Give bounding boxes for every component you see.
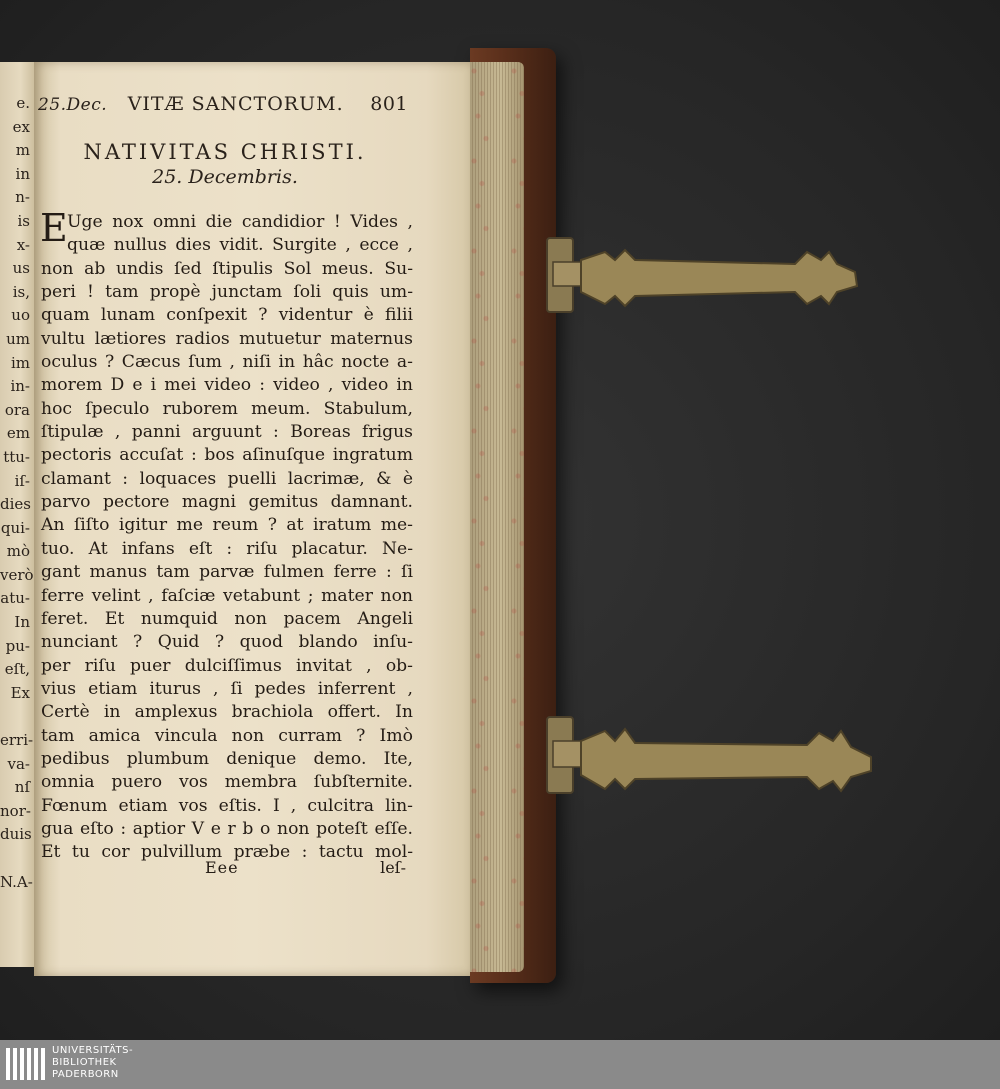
- chapter-heading: NATIVITAS CHRISTI.: [83, 140, 367, 164]
- text-line: gua eſto : aptior V e r b o non poteſt eſſe.: [41, 818, 413, 839]
- text-line: peri ! tam propè junctam ſoli quis um-: [41, 282, 413, 303]
- left-page-fragment: nor-: [0, 801, 31, 820]
- upper-clasp: [545, 238, 863, 318]
- left-page-fragment: erri-: [0, 731, 34, 750]
- left-page-fragment: um: [6, 329, 30, 348]
- text-line: An ſiſto igitur me reum ? at iratum me-: [41, 515, 413, 536]
- left-page-fragment: em: [6, 424, 30, 443]
- left-page-fragment: [0, 705, 30, 729]
- left-page-fragment: n-: [15, 188, 30, 207]
- text-line: quam lunam conſpexit ? videntur è filii: [41, 305, 413, 326]
- left-page-fragment: atu-: [0, 589, 30, 608]
- text-line: nunciant ? Quid ? quod blando inſu-: [41, 632, 413, 653]
- left-page-fragment: iſ-: [14, 471, 30, 490]
- running-head: [38, 93, 408, 115]
- left-page-fragment: us: [12, 259, 30, 278]
- left-page-fragment: im: [10, 353, 30, 372]
- left-page-fragment: in-: [10, 377, 30, 396]
- text-line: gant manus tam parvæ fulmen ferre : ſi: [41, 562, 413, 583]
- library-logo-icon: [6, 1046, 50, 1082]
- left-page-fragment: is,: [12, 282, 30, 301]
- left-page-fragment: m: [15, 141, 30, 160]
- logo-line-1: UNIVERSITÄTS-: [52, 1045, 134, 1056]
- text-line: vultu lætiores radios mutuetur maternus: [41, 328, 413, 349]
- left-page-fragment: ex: [12, 117, 30, 136]
- text-line: feret. Et numquid non pacem Angeli: [41, 608, 413, 629]
- left-page-fragment: is: [17, 211, 30, 230]
- text-line: pedibus plumbum denique demo. Ite,: [41, 748, 413, 769]
- left-page-fragment: mò: [6, 542, 30, 561]
- left-page-fragment: nſ: [14, 778, 30, 797]
- left-page-fragment: e.: [16, 94, 30, 112]
- text-line: hoc ſpeculo ruborem meum. Stabulum,: [41, 398, 413, 419]
- logo-line-2: BIBLIOTHEK: [52, 1057, 117, 1068]
- library-logo-text: [52, 1045, 133, 1081]
- catchword: leſ-: [380, 858, 406, 877]
- text-line: clamant : loquaces puelli lacrimæ, & è: [41, 468, 413, 489]
- left-page-fragment: pu-: [5, 636, 30, 655]
- left-page-fragment: uo: [11, 306, 30, 325]
- text-line: vius etiam iturus , ſi pedes inferrent ,: [41, 678, 413, 699]
- text-line: per riſu puer dulciſſimus invitat , ob-: [41, 655, 413, 676]
- left-page-fragment: [0, 847, 30, 871]
- logo-line-3: PADERBORN: [52, 1069, 119, 1080]
- text-line: Certè in amplexus brachiola offert. In: [41, 702, 413, 723]
- text-line: parvo pectore magni gemitus damnant.: [41, 492, 413, 513]
- lower-clasp: [545, 717, 877, 807]
- body-text: [40, 206, 413, 865]
- text-line: Fœnum etiam vos eſtis. I , culcitra lin-: [41, 795, 413, 816]
- page-number: 801: [370, 93, 408, 115]
- text-line: ſtipulæ , panni arguunt : Boreas frigus: [41, 422, 413, 443]
- text-line: morem D e i mei video : video , video in: [41, 375, 413, 396]
- drop-capital: E: [40, 206, 68, 250]
- library-footer-bar: [0, 1040, 1000, 1089]
- left-page-fragment: duis: [0, 825, 32, 844]
- left-page-fragment: qui-: [0, 518, 30, 537]
- text-line: non ab undis ſed ſtipulis Sol meus. Su-: [41, 258, 413, 279]
- left-page-fragment: va-: [7, 754, 30, 773]
- running-head-date: 25.Dec.: [38, 95, 108, 115]
- text-line: tam amica vincula non curram ? Imò: [41, 725, 413, 746]
- text-line: tuo. At infans eſt : riſu placatur. Ne-: [41, 538, 413, 559]
- left-page-fragment: in: [15, 164, 30, 183]
- left-page-fragment: x-: [16, 235, 30, 254]
- book-fore-edge: [466, 62, 524, 972]
- left-page-text-fragments: [0, 92, 34, 894]
- running-head-title: VITÆ SANCTORUM.: [127, 93, 344, 115]
- left-page-fragment: ttu-: [3, 447, 30, 466]
- left-page-fragment: N.A-: [0, 872, 33, 891]
- chapter-subheading: 25. Decembris.: [152, 166, 298, 188]
- left-page-fragment: eſt,: [4, 660, 30, 679]
- signature-mark: Eee: [205, 858, 239, 877]
- text-line: oculus ? Cæcus ſum , niſi in hâc nocte a-: [41, 352, 413, 373]
- left-page-fragment: In: [14, 613, 30, 632]
- left-page-fragment: verò: [0, 565, 34, 584]
- left-page-fragment: ora: [4, 400, 30, 419]
- text-line: Uge nox omni die candidior ! Vides ,: [67, 212, 413, 232]
- text-line: ferre velint , faſciæ vetabunt ; mater non: [41, 585, 413, 606]
- text-line: pectoris accuſat : bos aſinuſque ingratum: [41, 445, 413, 466]
- text-line: Et tu cor pulvillum præbe : tactu mol-: [41, 842, 413, 863]
- left-page-fragment: Ex: [10, 683, 30, 702]
- text-line: quæ nullus dies vidit. Surgite , ecce ,: [67, 235, 413, 256]
- text-line: omnia puero vos membra ſubſternite.: [41, 772, 413, 793]
- left-page-fragment: dies: [0, 495, 31, 514]
